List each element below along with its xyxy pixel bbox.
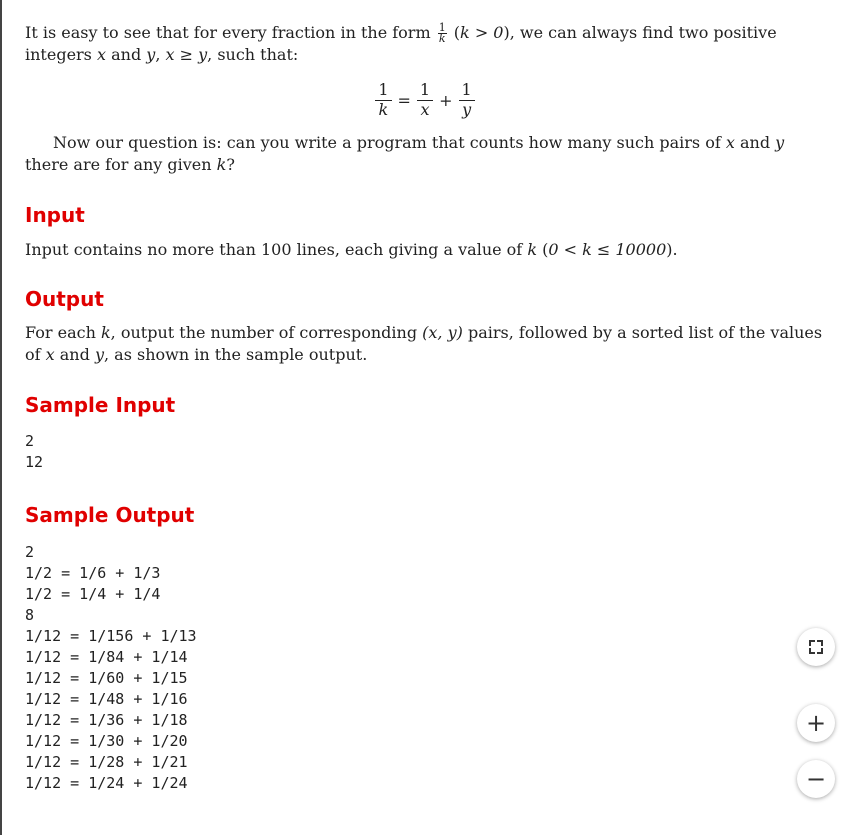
- intro-text-3: ), we can always find two positive integers: [25, 23, 777, 64]
- input-range: 0 < k ≤ 10000: [548, 240, 667, 259]
- fit-to-page-icon: [809, 640, 823, 654]
- sample-output-heading: Sample Output: [25, 503, 195, 527]
- zoom-out-button[interactable]: [797, 760, 835, 798]
- intro-condition-xy: x ≥ y: [165, 45, 208, 64]
- intro-text-4: and: [106, 45, 147, 64]
- intro-var-x: x: [96, 45, 107, 64]
- intro-paragraph: [25, 22, 825, 66]
- intro-text-6: , such that:: [207, 45, 299, 64]
- output-description: [25, 322, 825, 366]
- problem-statement: [25, 20, 825, 794]
- zoom-in-button[interactable]: [797, 704, 835, 742]
- input-heading: Input: [25, 203, 85, 227]
- sample-input-heading: Sample Input: [25, 393, 176, 417]
- intro-condition-k: k > 0: [460, 23, 504, 42]
- lhs-fraction: [375, 81, 391, 119]
- input-text-2: (: [537, 240, 549, 259]
- sample-output-line: 1/12 = 1/28 + 1/21: [25, 753, 188, 771]
- sample-output-line: 1/12 = 1/156 + 1/13: [25, 627, 197, 645]
- fit-to-page-button[interactable]: [797, 628, 835, 666]
- sample-output-line: 1/2 = 1/6 + 1/3: [25, 564, 161, 582]
- output-pair: (x, y): [422, 323, 463, 342]
- question-var-k: k: [216, 155, 227, 174]
- input-description: [25, 239, 825, 261]
- minus-icon: −: [805, 765, 827, 793]
- x-denominator: x: [420, 100, 430, 119]
- sample-output-line: 2: [25, 543, 35, 561]
- y-numerator: 1: [459, 81, 475, 101]
- sample-input-line: 12: [25, 453, 44, 471]
- sample-input-block: [25, 431, 825, 473]
- output-text-3: pairs, followed by a sorted list of the values of: [25, 323, 823, 364]
- sample-output-line: 1/12 = 1/36 + 1/18: [25, 711, 188, 729]
- x-fraction: [417, 81, 433, 119]
- sample-output-line: 1/12 = 1/60 + 1/15: [25, 669, 188, 687]
- question-text-3: there are for any given: [25, 155, 217, 174]
- input-var-k: k: [527, 240, 538, 259]
- output-var-x: x: [45, 345, 55, 364]
- intro-text-2: (: [448, 23, 461, 42]
- output-text-4: and: [54, 345, 95, 364]
- sample-output-block: [25, 542, 825, 794]
- sample-output-line: 1/12 = 1/48 + 1/16: [25, 690, 188, 708]
- sample-output-line: 1/12 = 1/24 + 1/24: [25, 774, 188, 792]
- output-text-2: , output the number of corresponding: [110, 323, 423, 342]
- question-var-y: y: [775, 133, 785, 152]
- sample-output-line: 1/2 = 1/4 + 1/4: [25, 585, 161, 603]
- question-text-2: and: [734, 133, 776, 152]
- inline-fraction: [438, 23, 447, 44]
- display-equation: [25, 78, 825, 122]
- output-heading: Output: [25, 287, 104, 311]
- input-text-1: Input contains no more than 100 lines, each giving a value of: [25, 240, 528, 259]
- sample-output-line: 8: [25, 606, 35, 624]
- output-text-5: , as shown in the sample output.: [103, 345, 368, 364]
- question-text-4: ?: [226, 155, 235, 174]
- equals-sign: =: [397, 90, 411, 110]
- sample-output-line: 1/12 = 1/84 + 1/14: [25, 648, 188, 666]
- inline-fraction-denominator: k: [438, 32, 446, 45]
- plus-icon: +: [805, 709, 827, 737]
- sample-input-line: 2: [25, 432, 35, 450]
- lhs-numerator: 1: [375, 81, 391, 101]
- intro-var-y: y: [146, 45, 156, 64]
- question-var-x: x: [725, 133, 735, 152]
- inline-fraction-numerator: 1: [438, 21, 446, 34]
- sample-output-line: 1/12 = 1/30 + 1/20: [25, 732, 188, 750]
- plus-sign: +: [439, 90, 453, 110]
- intro-text-5: ,: [155, 45, 166, 64]
- input-text-3: ).: [666, 240, 678, 259]
- question-text-1: Now our question is: can you write a program that counts how many such pairs of: [53, 133, 726, 152]
- question-paragraph: [25, 132, 825, 176]
- lhs-denominator: k: [378, 100, 389, 119]
- page-left-border: [0, 0, 2, 835]
- x-numerator: 1: [417, 81, 433, 101]
- output-var-k: k: [100, 323, 111, 342]
- output-text-1: For each: [25, 323, 101, 342]
- output-var-y: y: [94, 345, 104, 364]
- y-denominator: y: [462, 100, 472, 119]
- intro-text-1: It is easy to see that for every fraction in the form: [25, 23, 436, 42]
- y-fraction: [459, 81, 475, 119]
